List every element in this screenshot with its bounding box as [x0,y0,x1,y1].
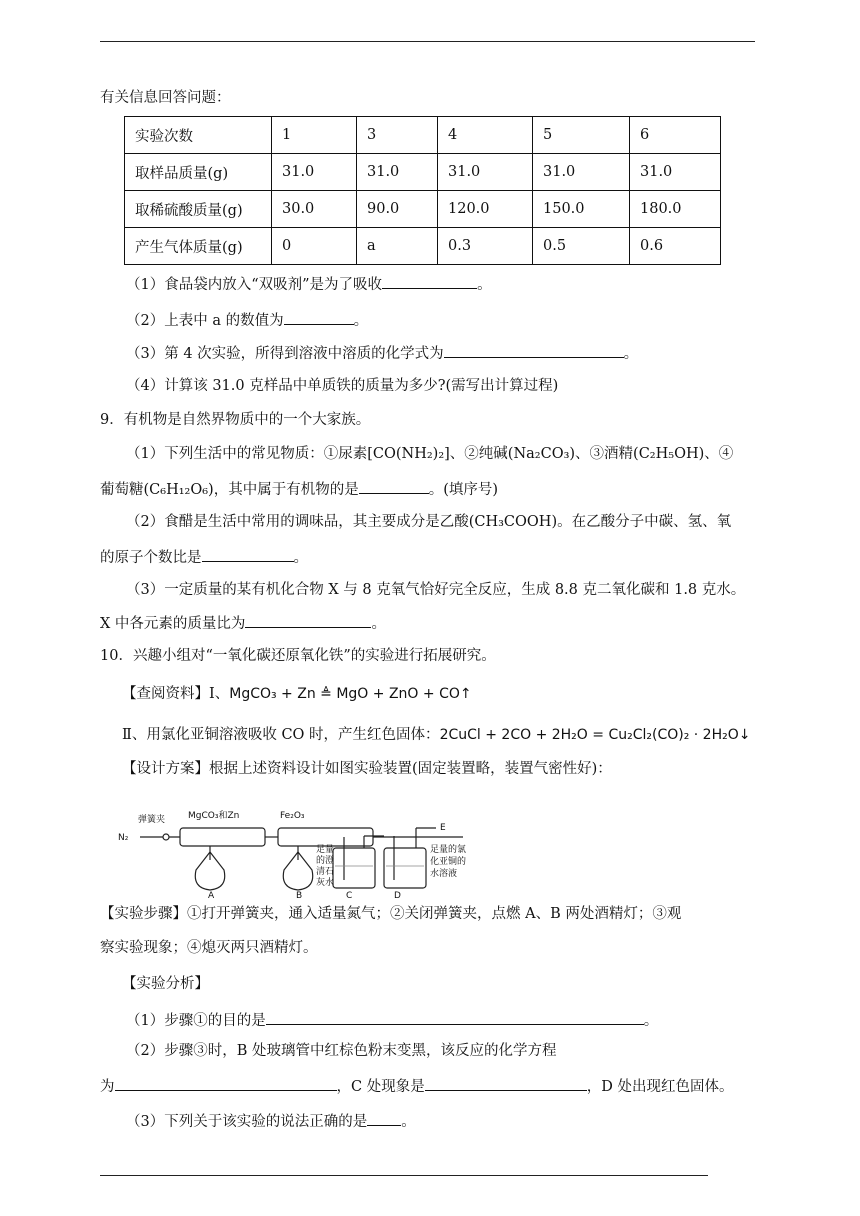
apparatus-diagram [118,808,480,900]
answer-blank[interactable] [115,1075,337,1091]
table-cell: 取样品质量(g) [125,154,272,191]
q8-part4: （4）计算该 31.0 克样品中单质铁的质量为多少?(需写出计算过程) [126,378,559,394]
q10-info1-equation: MgCO₃ + Zn ≜ MgO + ZnO + CO↑ [229,686,472,702]
answer-blank[interactable] [359,478,429,494]
q10-analysis-heading: 【实验分析】 [122,976,209,992]
table-cell: 6 [630,117,721,154]
q9-part3-line2 [100,612,386,634]
label-b: B [296,891,303,900]
table-cell: 150.0 [533,191,630,228]
table-cell: 4 [438,117,533,154]
c-text-3: 清石 [316,867,335,877]
table-row [125,191,721,228]
tube-b-label: Fe₂O₃ [280,811,305,821]
table-row [125,117,721,154]
q10-analysis-3 [126,1110,416,1132]
q9-part2-end: 。 [293,550,308,566]
answer-blank[interactable] [425,1075,587,1091]
table-cell: 3 [357,117,438,154]
table-cell: 90.0 [357,191,438,228]
label-d: D [394,891,401,900]
header-rule [100,41,755,42]
q8-part3-text: （3）第 4 次实验，所得到溶液中溶质的化学式为 [126,346,444,362]
q10-design: 【设计方案】根据上述资料设计如图实验装置(固定装置略，装置气密性好)： [122,761,612,777]
q8-part2-end: 。 [353,313,369,329]
q10-info2-label: Ⅱ、用氯化亚铜溶液吸收 CO 时，产生红色固体： [122,727,440,743]
clamp-icon [163,834,169,840]
q10-info2-equation: 2CuCl + 2CO + 2H₂O = Cu₂Cl₂(CO)₂ · 2H₂O↓ [439,727,751,743]
table-cell: 0 [272,228,357,265]
table-cell: 1 [272,117,357,154]
table-cell: 31.0 [357,154,438,191]
table-cell: 取稀硫酸质量(g) [125,191,272,228]
bottle-c [333,848,375,888]
table-cell: 0.5 [533,228,630,265]
label-a: A [208,891,215,900]
clamp-label: 弹簧夹 [138,815,166,825]
table-cell: 5 [533,117,630,154]
q10-info1 [122,684,472,704]
q8-part1-text: （1）食品袋内放入“双吸剂”是为了吸收 [126,277,383,293]
answer-blank[interactable] [444,342,624,358]
q10-analysis-3-text: （3）下列关于该实验的说法正确的是 [126,1114,368,1130]
c-text-1: 足量 [316,845,335,855]
table-cell: a [357,228,438,265]
table-cell: 产生气体质量(g) [125,228,272,265]
q10-analysis-2-line2 [100,1075,733,1097]
q10-steps-line1: 【实验步骤】①打开弹簧夹，通入适量氮气；②关闭弹簧夹，点燃 A、B 两处酒精灯；③观 [100,906,682,922]
label-c: C [346,891,353,900]
q10-info1-label: 【查阅资料】Ⅰ、 [122,686,230,702]
label-e: E [440,823,446,833]
q8-part1 [126,273,492,295]
table-cell: 0.6 [630,228,721,265]
d-text-1: 足量的氯 [430,845,467,855]
q9-part2-line1: （2）食醋是生活中常用的调味品，其主要成分是乙酸(CH₃COOH)。在乙酸分子中碳、氢、氧 [126,514,732,530]
q10-analysis-2-end: ，D 处出现红色固体。 [586,1079,734,1095]
table-cell: 实验次数 [125,117,272,154]
q10-steps-line2: 察实验现象；④熄灭两只酒精灯。 [100,940,318,956]
q9-part1-line1: （1）下列生活中的常见物质：①尿素[CO(NH₂)₂]、②纯碱(Na₂CO₃)、③酒精(C₂H₅OH)、④ [126,446,734,462]
q9-part3-text: X 中各元素的质量比为 [100,616,246,632]
q9-part1-line2 [100,478,498,500]
table-row [125,154,721,191]
table-cell: 180.0 [630,191,721,228]
answer-blank[interactable] [284,309,354,325]
q10-analysis-1 [126,1009,658,1031]
d-text-3: 水溶液 [430,869,458,879]
q10-analysis-3-end: 。 [401,1114,416,1130]
q10-analysis-2-mid: ，C 处现象是 [336,1079,425,1095]
table-cell: 31.0 [272,154,357,191]
q10-analysis-1-end: 。 [643,1013,659,1029]
table-cell: 31.0 [533,154,630,191]
answer-blank[interactable] [367,1110,401,1126]
q9-part1-text: 葡萄糖(C₆H₁₂O₆)，其中属于有机物的是 [100,482,359,498]
q10-analysis-2-text: 为 [100,1079,115,1095]
q9-part1-end: 。(填序号) [428,482,499,498]
tube-a [180,828,265,846]
q8-part3-end: 。 [623,346,639,362]
q8-part2-text: （2）上表中 a 的数值为 [126,313,284,329]
q10-title: 10．兴趣小组对“一氧化碳还原氧化铁”的实验进行拓展研究。 [100,648,496,664]
n2-label: N₂ [118,833,129,843]
bottle-d [384,848,426,888]
table-cell: 31.0 [630,154,721,191]
q9-part3-end: 。 [371,616,386,632]
tube-b [278,828,373,846]
q9-part3-line1: （3）一定质量的某有机化合物 X 与 8 克氧气恰好完全反应，生成 8.8 克二氧化碳和 1.8 克水。 [126,582,746,598]
c-text-4: 灰水 [316,878,335,888]
q9-title: 9．有机物是自然界物质中的一个大家族。 [100,412,371,428]
answer-blank[interactable] [266,1009,644,1025]
q8-part1-end: 。 [477,277,492,293]
d-text-2: 化亚铜的 [430,857,467,867]
q8-part2 [126,309,368,331]
tube-a-label: MgCO₃和Zn [188,811,240,821]
c-text-2: 的澄 [316,856,335,866]
answer-blank[interactable] [382,273,477,289]
table-cell: 30.0 [272,191,357,228]
intro-text: 有关信息回答问题： [100,90,231,106]
table-cell: 31.0 [438,154,533,191]
table-row [125,228,721,265]
table-cell: 120.0 [438,191,533,228]
footer-rule [100,1175,708,1176]
answer-blank[interactable] [245,612,371,628]
q10-analysis-1-text: （1）步骤①的目的是 [126,1013,266,1029]
q10-info2 [122,725,750,745]
q9-part2-text: 的原子个数比是 [100,550,202,566]
experiment-table [124,116,721,265]
q10-analysis-2-line1: （2）步骤③时，B 处玻璃管中红棕色粉末变黑，该反应的化学方程 [126,1043,557,1059]
answer-blank[interactable] [202,546,294,562]
q9-part2-line2 [100,546,308,568]
table-cell: 0.3 [438,228,533,265]
q8-part3 [126,342,638,364]
